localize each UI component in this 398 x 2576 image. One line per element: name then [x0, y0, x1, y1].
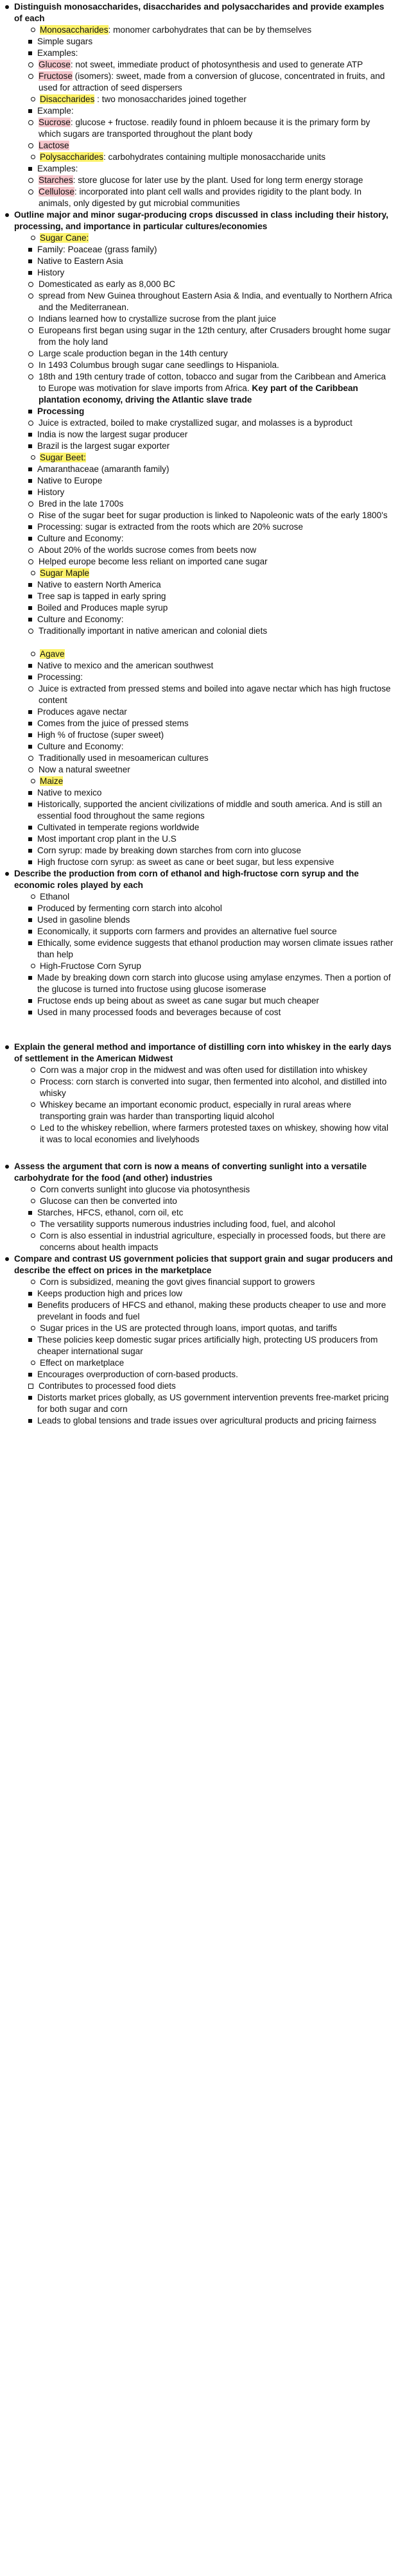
outline-item-level-4 — [27, 71, 394, 94]
item-text: Amaranthaceae (amaranth family) — [37, 464, 169, 474]
section-heading-item — [3, 1, 394, 24]
outline-item-level-3 — [27, 256, 394, 267]
item-text: Economically, it supports corn farmers and provides an alternative fuel source — [37, 927, 337, 936]
outline-item-level-3 — [27, 1392, 394, 1415]
item-text: Fructose ends up being about as sweet as cane sugar but much cheaper — [37, 996, 320, 1005]
outline-item-level-3 — [27, 267, 394, 279]
outline-item-level-2 — [30, 1357, 394, 1369]
spacer — [3, 1018, 394, 1041]
item-text: Ethanol — [40, 892, 70, 901]
item-text: Sugar prices in the US are protected through loans, import quotas, and tariffs — [40, 1323, 337, 1333]
item-text: 18th and 19th century trade of cotton, tobacco and sugar from the Caribbean and America to Europe was motivation for slave imports from Africa. — [39, 372, 386, 393]
outline-item-level-4 — [27, 313, 394, 325]
outline-item-level-2 — [30, 452, 394, 464]
outline-item-level-4 — [27, 140, 394, 152]
outline-item-level-3 — [27, 718, 394, 729]
item-text: Distorts market prices globally, as US government intervention prevents free-market pricing for both sugar and corn — [37, 1393, 389, 1414]
outline-item-level-4 — [27, 683, 394, 706]
item-text: : not sweet, immediate product of photosynthesis and used to generate ATP — [70, 60, 363, 69]
outline-item-level-4 — [27, 348, 394, 360]
highlighted-term: Sugar Cane: — [40, 233, 89, 243]
outline-item-level-3 — [27, 429, 394, 440]
outline-item-level-4 — [27, 753, 394, 764]
outline-item-level-3 — [27, 1288, 394, 1300]
outline-item-level-2 — [30, 1323, 394, 1334]
item-text: High fructose corn syrup: as sweet as cane or beet sugar, but less expensive — [37, 857, 334, 867]
item-text: : store glucose for later use by the plant. Used for long term energy storage — [73, 175, 363, 185]
item-text: Examples: — [37, 48, 78, 58]
bold-text: Distinguish monosaccharides, disaccharides and polysaccharides and provide examples of each — [14, 2, 385, 23]
item-text: Process: corn starch is converted into sugar, then fermented into alcohol, and distilled into whisky — [40, 1077, 387, 1098]
item-text: Native to Eastern Asia — [37, 256, 123, 266]
item-text: Corn converts sunlight into glucose via photosynthesis — [40, 1185, 250, 1194]
highlighted-term: Starches — [39, 175, 73, 185]
outline-item-level-2 — [30, 1276, 394, 1288]
item-text: Simple sugars — [37, 37, 93, 46]
outline-item-level-3 — [27, 1207, 394, 1219]
item-text: (isomers): sweet, made from a conversion of glucose, concentrated in fruits, and used for attraction of seed dispersers — [39, 71, 385, 92]
item-text: High % of fructose (super sweet) — [37, 730, 164, 740]
outline-item-level-2 — [30, 152, 394, 163]
outline-item-level-2 — [30, 891, 394, 903]
item-text: Corn syrup: made by breaking down starches from corn into glucose — [37, 846, 302, 855]
item-text: Culture and Economy: — [37, 742, 124, 751]
item-text: History — [37, 268, 65, 277]
item-text: Indians learned how to crystallize sucrose from the plant juice — [39, 314, 277, 324]
outline-item-level-3 — [27, 845, 394, 857]
outline-item-level-3 — [27, 1007, 394, 1018]
outline-item-level-3 — [27, 741, 394, 753]
item-text: Boiled and Produces maple syrup — [37, 603, 168, 613]
outline-item-level-4 — [27, 290, 394, 313]
highlighted-term: Glucose — [39, 60, 71, 69]
outline-item-level-2 — [30, 232, 394, 244]
highlighted-term: Maize — [40, 776, 64, 786]
outline-item-level-4 — [27, 498, 394, 510]
outline-item-level-3 — [27, 914, 394, 926]
outline-item-level-3 — [27, 1334, 394, 1357]
item-text: Processing: — [37, 672, 83, 682]
outline-item-level-4 — [27, 117, 394, 140]
item-text: Traditionally important in native american and colonial diets — [39, 626, 268, 636]
highlighted-term: Cellulose — [39, 187, 74, 196]
item-text: : two monosaccharides joined together — [94, 94, 247, 104]
outline-item-level-3 — [27, 729, 394, 741]
outline-item-level-5 — [27, 1380, 394, 1392]
outline-item-level-3 — [27, 521, 394, 533]
outline-item-level-4 — [27, 625, 394, 637]
outline-item-level-3 — [27, 857, 394, 868]
item-text: Traditionally used in mesoamerican cultures — [39, 753, 209, 763]
highlighted-term: Fructose — [39, 71, 73, 81]
item-text: Comes from the juice of pressed stems — [37, 718, 189, 728]
spacer — [3, 1145, 394, 1161]
section-heading-item — [3, 1161, 394, 1184]
item-text: Benefits producers of HFCS and ethanol, making these products cheaper to use and more prevelant in foods and fuel — [37, 1300, 386, 1321]
highlighted-term: Monosaccharides — [40, 25, 108, 35]
item-text: In 1493 Columbus brough sugar cane seedlings to Hispaniola. — [39, 360, 279, 370]
item-text: Corn is subsidized, meaning the govt gives financial support to growers — [40, 1277, 315, 1287]
item-text: Starches, HFCS, ethanol, corn oil, etc — [37, 1208, 184, 1217]
outline-item-level-3 — [27, 533, 394, 544]
item-text: Effect on marketplace — [40, 1358, 125, 1368]
outline-item-level-2 — [30, 94, 394, 105]
outline-item-level-3 — [27, 995, 394, 1007]
bold-text: Processing — [37, 406, 85, 416]
item-text: Culture and Economy: — [37, 614, 124, 624]
highlighted-term: Sucrose — [39, 117, 71, 127]
highlighted-term: Lactose — [39, 141, 69, 150]
item-text: Corn was a major crop in the midwest and was often used for distillation into whiskey — [40, 1065, 368, 1075]
outline-item-level-3 — [27, 591, 394, 602]
item-text: Led to the whiskey rebellion, where farmers protested taxes on whiskey, showing how vital it was to local economies and livelyhoods — [40, 1123, 389, 1144]
outline-item-level-4 — [27, 360, 394, 371]
item-text: Culture and Economy: — [37, 534, 124, 543]
item-text: Large scale production began in the 14th century — [39, 349, 228, 358]
outline-item-level-2 — [30, 1184, 394, 1196]
outline-item-level-4 — [27, 544, 394, 556]
outline-item-level-2 — [30, 1099, 394, 1122]
outline-list — [3, 1, 394, 1427]
item-text: Family: Poaceae (grass family) — [37, 245, 157, 254]
bold-text: Compare and contrast US government policies that support grain and sugar producers and describe the effect on prices in the marketplace — [14, 1254, 393, 1275]
item-text: Produced by fermenting corn starch into alcohol — [37, 903, 222, 913]
outline-item-level-3 — [27, 660, 394, 672]
item-text: Native to mexico and the american southwest — [37, 661, 214, 670]
outline-item-level-4 — [27, 175, 394, 186]
section-heading-item — [3, 1253, 394, 1276]
outline-item-level-3 — [27, 614, 394, 625]
item-text: Produces agave nectar — [37, 707, 127, 717]
outline-item-level-4 — [27, 371, 394, 406]
outline-item-level-3 — [27, 440, 394, 452]
item-text: Processing: sugar is extracted from the roots which are 20% sucrose — [37, 522, 304, 532]
outline-item-level-3 — [27, 937, 394, 961]
outline-item-level-4 — [27, 510, 394, 521]
item-text: Used in gasoline blends — [37, 915, 130, 925]
outline-item-level-3 — [27, 833, 394, 845]
item-text: Leads to global tensions and trade issues over agricultural products and pricing fairness — [37, 1416, 377, 1425]
outline-item-level-2 — [30, 961, 394, 972]
item-text: Native to Europe — [37, 476, 103, 485]
section-heading-item — [3, 209, 394, 232]
outline-item-level-2 — [30, 24, 394, 36]
item-text: Native to eastern North America — [37, 580, 161, 589]
outline-item-level-4 — [27, 325, 394, 348]
item-text: These policies keep domestic sugar prices artificially high, protecting US producers from cheaper international sugar — [37, 1335, 378, 1356]
item-text: Most important crop plant in the U.S — [37, 834, 177, 844]
spacer — [3, 637, 394, 648]
outline-item-level-2 — [30, 776, 394, 787]
item-text: Native to mexico — [37, 788, 102, 797]
outline-item-level-4 — [27, 556, 394, 568]
outline-item-level-3 — [27, 487, 394, 498]
item-text: History — [37, 487, 65, 497]
item-text: High-Fructose Corn Syrup — [40, 961, 141, 971]
outline-item-level-3 — [27, 672, 394, 683]
section-heading-item — [3, 868, 394, 891]
item-text: Encourages overproduction of corn-based products. — [37, 1370, 238, 1379]
outline-item-level-4 — [27, 59, 394, 71]
outline-item-level-3 — [27, 105, 394, 117]
bold-text: Explain the general method and importance of distilling corn into whiskey in the early days of settlement in the American Midwest — [14, 1042, 392, 1063]
outline-item-level-3 — [27, 36, 394, 48]
outline-item-level-4 — [27, 417, 394, 429]
highlighted-term: Disaccharides — [40, 94, 95, 104]
highlighted-term: Agave — [40, 649, 65, 659]
outline-item-level-3 — [27, 475, 394, 487]
outline-item-level-2 — [30, 568, 394, 579]
item-text: spread from New Guinea throughout Eastern Asia & India, and eventually to Northern Africa and the Mediterranean. — [39, 291, 392, 312]
item-text: Now a natural sweetner — [39, 765, 130, 774]
item-text: Whiskey became an important economic product, especially in rural areas where transporting grain was harder than transporting liquid alcohol — [40, 1100, 352, 1121]
item-text: Tree sap is tapped in early spring — [37, 591, 166, 601]
item-text: Brazil is the largest sugar exporter — [37, 441, 170, 451]
outline-item-level-2 — [30, 1076, 394, 1099]
outline-item-level-3 — [27, 1300, 394, 1323]
outline-item-level-2 — [30, 1196, 394, 1207]
item-text: Juice is extracted, boiled to make crystallized sugar, and molasses is a byproduct — [39, 418, 352, 428]
item-text: India is now the largest sugar producer — [37, 430, 188, 439]
item-text: Made by breaking down corn starch into glucose using amylase enzymes. Then a portion of the glucose is turned into fructose using glucose isomerase — [37, 973, 391, 994]
section-heading-item — [3, 1041, 394, 1065]
outline-item-level-2 — [30, 1122, 394, 1145]
outline-item-level-3 — [27, 163, 394, 175]
item-text: : monomer carbohydrates that can be by themselves — [108, 25, 312, 35]
bold-text: Key part of the Caribbean plantation economy, driving the Atlantic slave trade — [39, 383, 358, 405]
item-text: Glucose can then be converted into — [40, 1196, 177, 1206]
item-text: Used in many processed foods and beverages because of cost — [37, 1007, 281, 1017]
highlighted-term: Sugar Beet: — [40, 453, 86, 462]
outline-item-level-3 — [27, 706, 394, 718]
item-text: Domesticated as early as 8,000 BC — [39, 279, 176, 289]
bold-text: Outline major and minor sugar-producing crops discussed in class including their history, processing, and importance in particular cultures/economies — [14, 210, 388, 231]
item-text: : incorporated into plant cell walls and provides rigidity to the plant body. In animals, only digested by gut microbial communities — [39, 187, 362, 208]
outline-item-level-3 — [27, 464, 394, 475]
item-text: Corn is also essential in industrial agriculture, especially in processed foods, but there are concerns about health impacts — [40, 1231, 386, 1252]
item-text: Example: — [37, 106, 74, 116]
item-text: : carbohydrates containing multiple monosaccharide units — [103, 152, 326, 162]
outline-item-level-3 — [27, 972, 394, 995]
outline-item-level-2 — [30, 1230, 394, 1253]
item-text: Examples: — [37, 164, 78, 173]
outline-item-level-4 — [27, 186, 394, 209]
bold-text: Describe the production from corn of ethanol and high-fructose corn syrup and the economic roles played by each — [14, 869, 359, 890]
highlighted-term: Sugar Maple — [40, 568, 90, 578]
item-text: Cultivated in temperate regions worldwide — [37, 822, 200, 832]
outline-item-level-3 — [27, 602, 394, 614]
item-text: Contributes to processed food diets — [39, 1381, 176, 1391]
outline-item-level-3 — [27, 822, 394, 833]
outline-item-level-3 — [27, 48, 394, 59]
outline-item-level-3 — [27, 406, 394, 417]
outline-item-level-3 — [27, 799, 394, 822]
highlighted-term: Polysaccharides — [40, 152, 103, 162]
item-text: Keeps production high and prices low — [37, 1289, 182, 1298]
outline-item-level-2 — [30, 1065, 394, 1076]
outline-item-level-3 — [27, 903, 394, 914]
outline-item-level-3 — [27, 926, 394, 937]
item-text: Helped europe become less reliant on imported cane sugar — [39, 557, 268, 566]
outline-item-level-2 — [30, 1219, 394, 1230]
outline-item-level-2 — [30, 648, 394, 660]
outline-item-level-4 — [27, 279, 394, 290]
outline-item-level-3 — [27, 1415, 394, 1427]
outline-item-level-3 — [27, 1369, 394, 1380]
item-text: Rise of the sugar beet for sugar production is linked to Napoleonic wats of the early 1800's — [39, 510, 388, 520]
outline-item-level-4 — [27, 764, 394, 776]
outline-item-level-3 — [27, 579, 394, 591]
item-text: Juice is extracted from pressed stems and boiled into agave nectar which has high fructose content — [39, 684, 391, 705]
item-text: : glucose + fructose. readily found in phloem because it is the primary form by which sugars are transported throughout the plant body — [39, 117, 370, 139]
item-text: Ethically, some evidence suggests that ethanol production may worsen climate issues rather than help — [37, 938, 394, 959]
item-text: Historically, supported the ancient civilizations of middle and south america. And is still an essential food throughout the same regions — [37, 799, 382, 821]
outline-item-level-3 — [27, 787, 394, 799]
outline-item-level-3 — [27, 244, 394, 256]
item-text: About 20% of the worlds sucrose comes from beets now — [39, 545, 257, 555]
item-text: The versatility supports numerous industries including food, fuel, and alcohol — [40, 1219, 336, 1229]
bold-text: Assess the argument that corn is now a means of converting sunlight into a versatile carbohydrate for the food (and other) industries — [14, 1162, 367, 1183]
item-text: Europeans first began using sugar in the 12th century, after Crusaders brought home sugar from the holy land — [39, 326, 391, 347]
item-text: Bred in the late 1700s — [39, 499, 124, 509]
